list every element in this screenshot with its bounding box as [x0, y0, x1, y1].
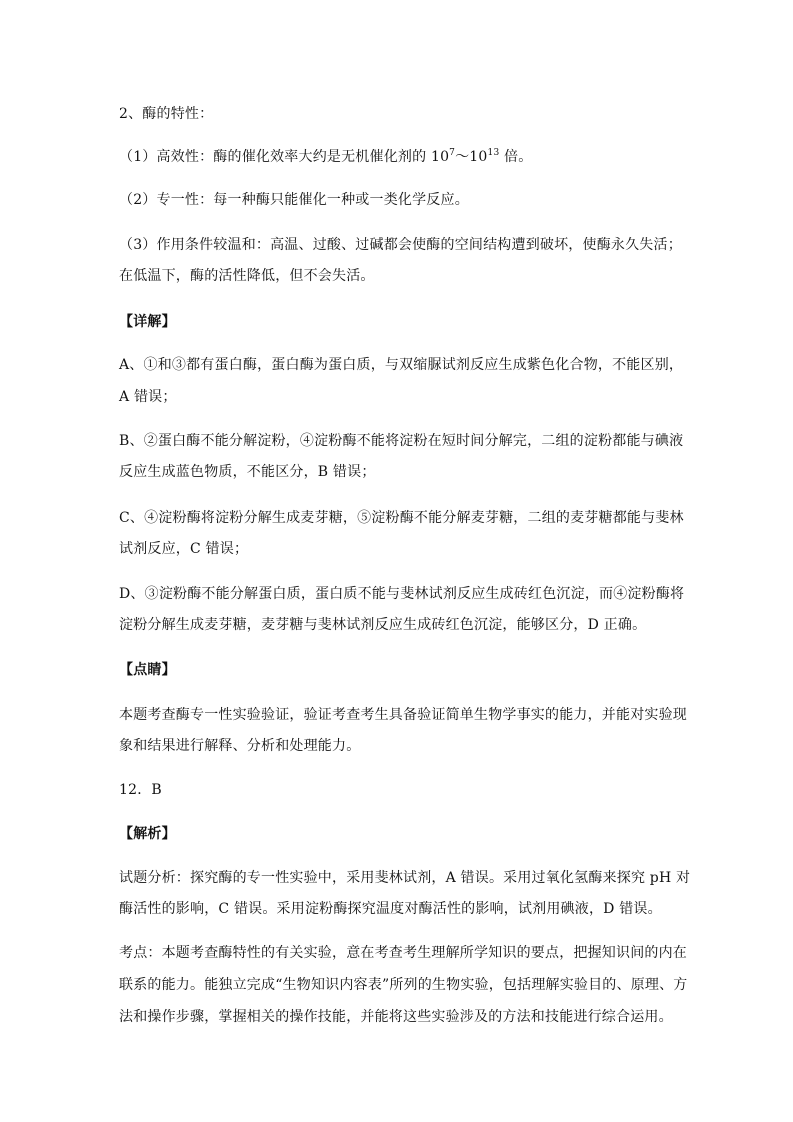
paragraph-line: 本题考查酶专一性实验验证，验证考查考生具备验证简单生物学事实的能力，并能对实验现 — [119, 707, 687, 723]
section-heading: 2、酶的特性： — [119, 106, 214, 122]
question-answer: 12．B — [119, 782, 162, 798]
section-heading: 【解析】 — [119, 826, 176, 842]
paragraph-line: B、②蛋白酶不能分解淀粉，④淀粉酶不能将淀粉在短时间分解完，二组的淀粉都能与碘液 — [119, 433, 684, 449]
paragraph-line: A 错误； — [119, 389, 177, 405]
paragraph-line: 淀粉分解生成麦芽糖，麦芽糖与斐林试剂反应生成砖红色沉淀，能够区分，D 正确。 — [119, 617, 647, 633]
paragraph-line: （1）高效性：酶的催化效率大约是无机催化剂的 $10^7\sim 10^{13}$ 倍。 — [119, 148, 533, 165]
paragraph-line: 联系的能力。能独立完成“生物知识内容表”所列的生物实验，包括理解实验目的、原理、方 — [119, 977, 688, 993]
paragraph-line: （2）专一性：每一种酶只能催化一种或一类化学反应。 — [119, 192, 469, 208]
paragraph-line: 法和操作步骤，掌握相关的操作技能，并能将这些实验涉及的方法和技能进行综合运用。 — [119, 1009, 673, 1025]
paragraph-line: 酶活性的影响，C 错误。采用淀粉酶探究温度对酶活性的影响，试剂用碘液，D 错误。 — [119, 901, 662, 917]
paragraph-line: 在低温下，酶的活性降低，但不会失活。 — [119, 268, 375, 284]
paragraph-line: （3）作用条件较温和：高温、过酸、过碱都会使酶的空间结构遭到破坏，使酶永久失活； — [119, 237, 682, 253]
paragraph-line: D、③淀粉酶不能分解蛋白质，蛋白质不能与斐林试剂反应生成砖红色沉淀，而④淀粉酶将 — [119, 586, 685, 602]
paragraph-line: 反应生成蓝色物质，不能区分，B 错误； — [119, 464, 376, 480]
section-heading: 【点睛】 — [119, 662, 176, 678]
paragraph-line: C、④淀粉酶将淀粉分解生成麦芽糖，⑤淀粉酶不能分解麦芽糖，二组的麦芽糖都能与斐林 — [119, 510, 684, 526]
paragraph-line: 象和结果进行解释、分析和处理能力。 — [119, 738, 361, 754]
paragraph-line: 考点：本题考查酶特性的有关实验，意在考查考生理解所学知识的要点，把握知识间的内在 — [119, 945, 687, 961]
paragraph-line: A、①和③都有蛋白酶，蛋白酶为蛋白质，与双缩脲试剂反应生成紫色化合物，不能区别， — [119, 357, 684, 373]
section-heading: 【详解】 — [119, 314, 176, 330]
paragraph-line: 试剂反应，C 错误； — [119, 541, 249, 557]
paragraph-line: 试题分析：探究酶的专一性实验中，采用斐林试剂，A 错误。采用过氧化氢酶来探究 pH 对 — [119, 870, 691, 886]
